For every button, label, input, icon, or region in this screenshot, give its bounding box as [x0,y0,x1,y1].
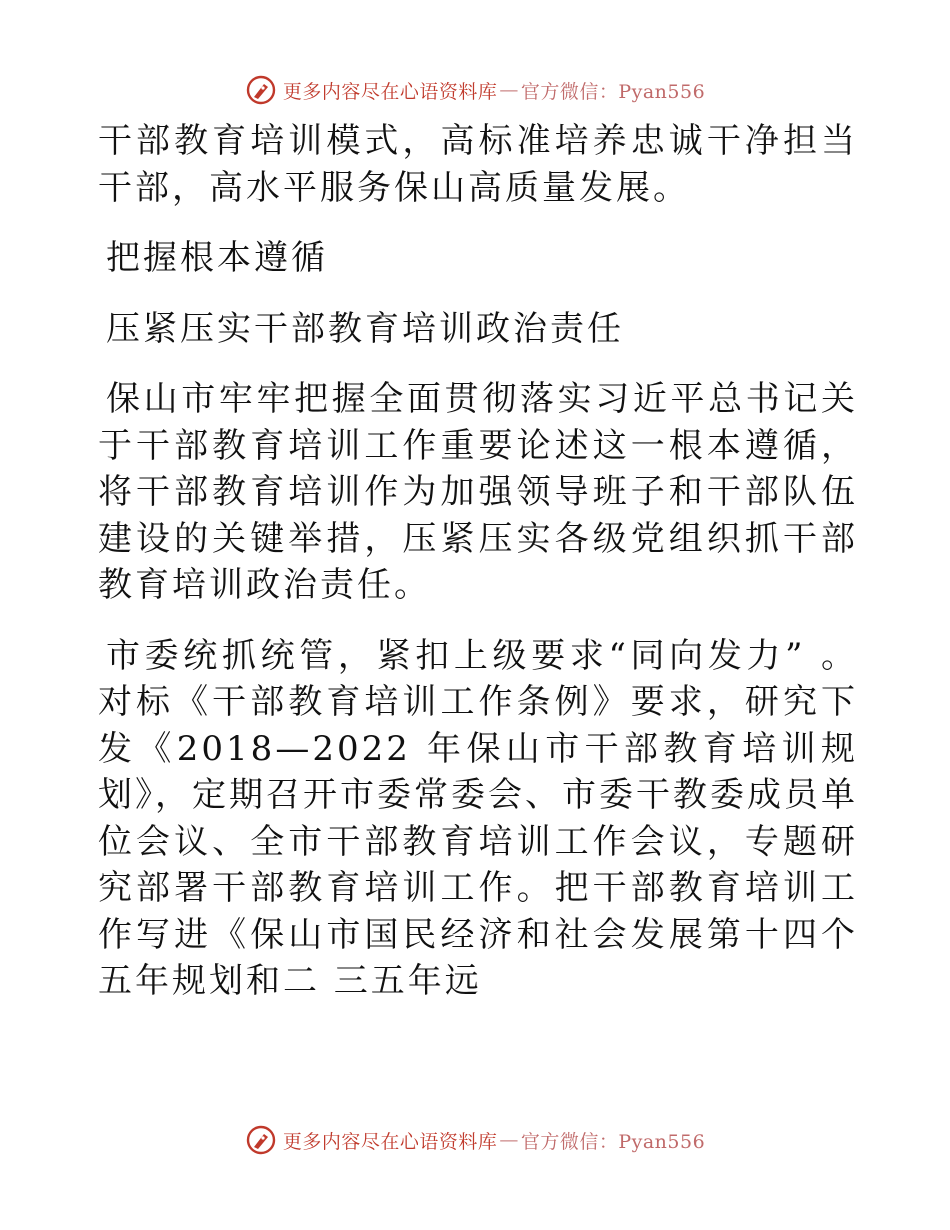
banner-wechat: 官方微信：Pyan556 [520,80,706,103]
pen-nib-circle-icon [245,74,277,106]
banner-wechat: 官方微信：Pyan556 [520,1130,706,1153]
document-body [98,118,858,1005]
section-subheading: 压紧压实干部教育培训政治责任 [106,308,624,349]
pen-nib-circle-icon [245,1124,277,1156]
paragraph: 保山市牢牢把握全面贯彻落实习近平总书记关于干部教育培训工作重要论述这一根本遵循，将干部教育培训作为加强领导班子和干部队伍建设的关键举措，压紧压实各级党组织抓干部教育培训政治责任。 [98,379,858,605]
banner-dash: — [499,79,519,101]
section-heading: 把握根本遵循 [106,238,328,278]
header-banner [0,72,950,108]
footer-banner [0,1122,950,1158]
paragraph: 市委统抓统管，紧扣上级要求“同向发力” 。对标《干部教育培训工作条例》要求，研究下发《2018—2022 年保山市干部教育培训规划》，定期召开市委常委会、市委干教委成员单位会议、全市干部教育培训工作会议，专题研究部署干部教育培训工作。把干部教育培训工作写进《保山市国民经济和社会发展第十四个五年规划和二 三五年远 [98,635,858,1001]
banner-text: 更多内容尽在心语资料库 [282,80,498,103]
paragraph-continuation: 干部教育培训模式，高标准培养忠诚干净担当干部，高水平服务保山高质量发展。 [98,121,858,208]
banner-text: 更多内容尽在心语资料库 [282,1130,498,1153]
banner-dash: — [499,1129,519,1151]
